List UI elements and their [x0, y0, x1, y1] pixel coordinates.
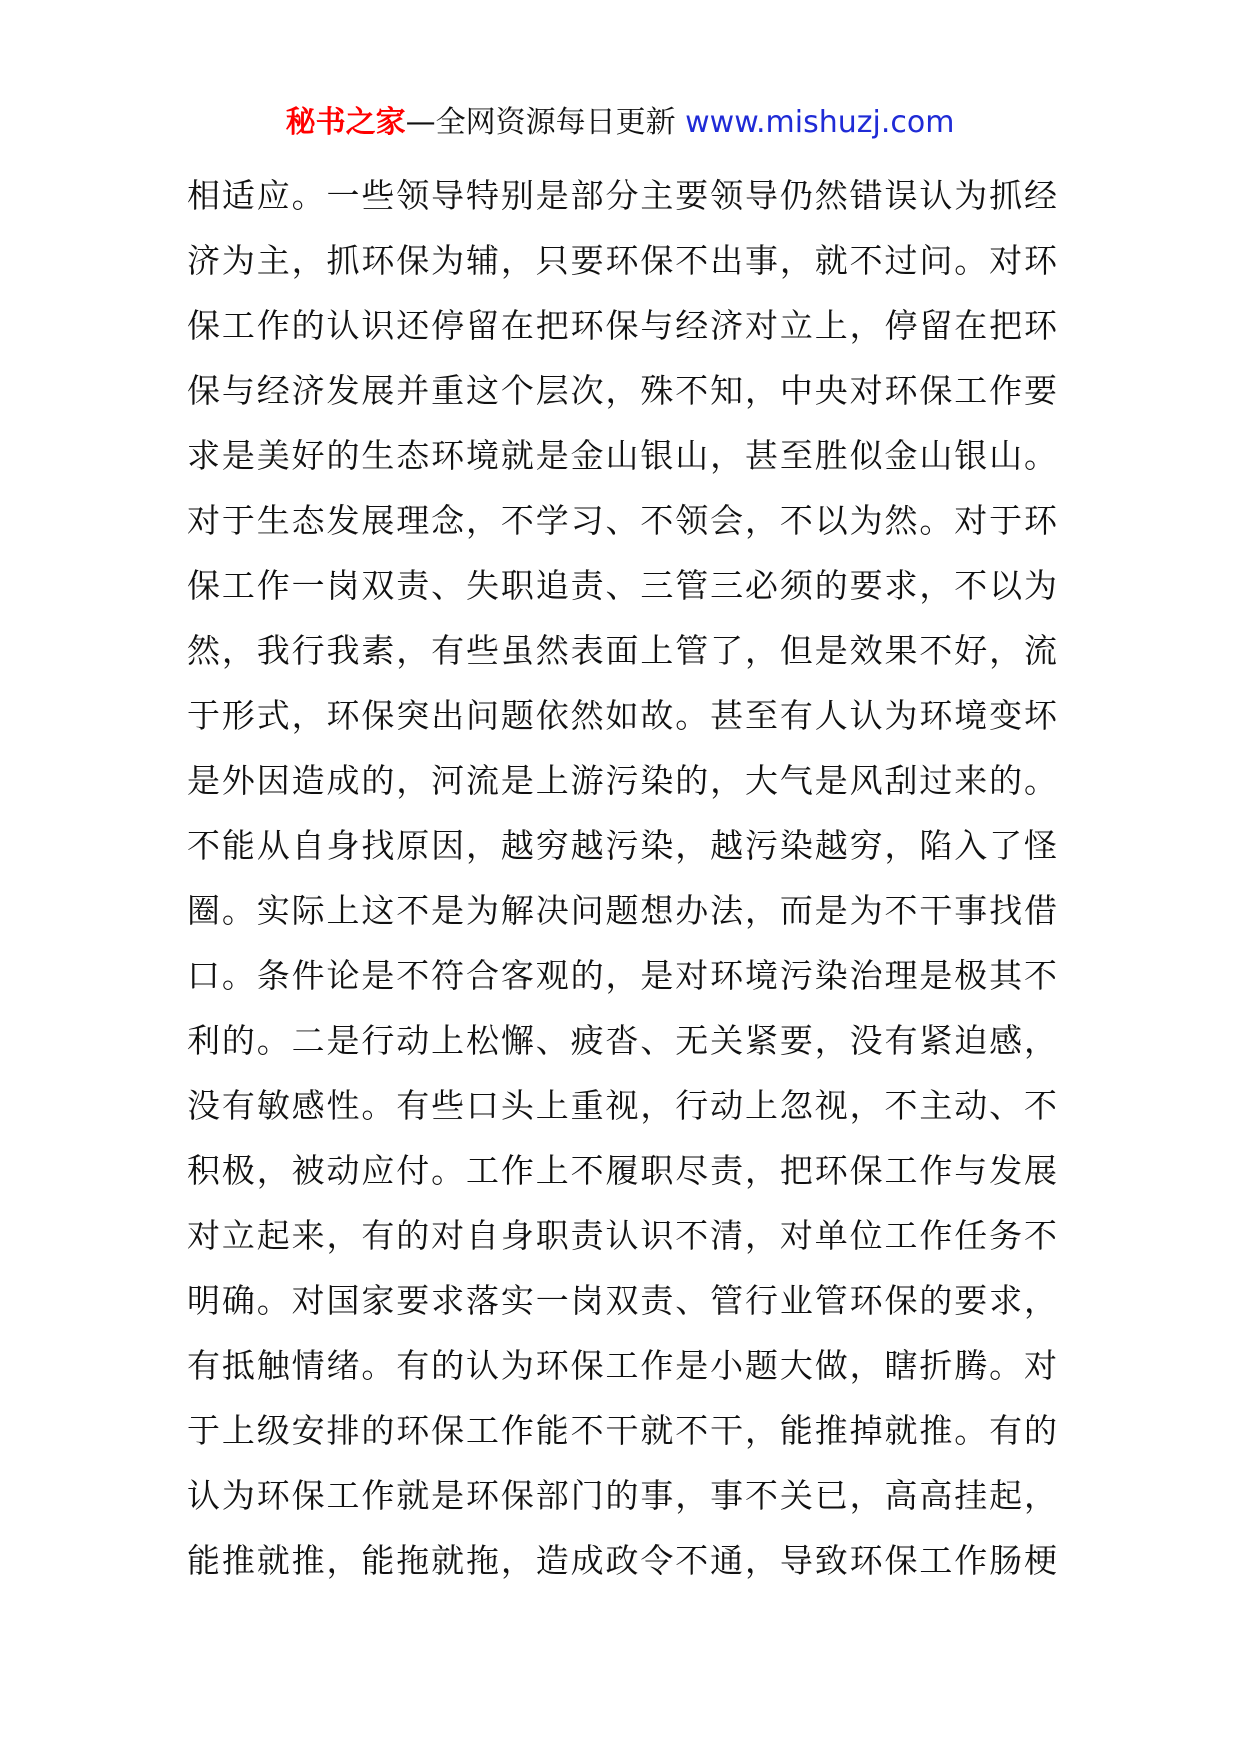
text-line: 口。条件论是不符合客观的，是对环境污染治理是极其不 [187, 956, 1057, 995]
text-line: 没有敏感性。有些口头上重视，行动上忽视，不主动、不 [187, 1086, 1057, 1125]
text-line: 利的。二是行动上松懈、疲沓、无关紧要，没有紧迫感， [187, 1021, 1057, 1060]
text-line: 有抵触情绪。有的认为环保工作是小题大做，瞎折腾。对 [187, 1346, 1057, 1385]
header-tagline: —全网资源每日更新 [405, 105, 676, 140]
text-line: 圈。实际上这不是为解决问题想办法，而是为不干事找借 [187, 891, 1057, 930]
body-text [187, 163, 1057, 1593]
page-header [0, 100, 1240, 146]
text-line: 然，我行我素，有些虽然表面上管了，但是效果不好，流 [187, 631, 1057, 670]
text-line: 保工作一岗双责、失职追责、三管三必须的要求，不以为 [187, 566, 1057, 605]
text-line: 不能从自身找原因，越穷越污染，越污染越穷，陷入了怪 [187, 826, 1057, 865]
text-line: 求是美好的生态环境就是金山银山，甚至胜似金山银山。 [187, 436, 1057, 475]
text-line: 相适应。一些领导特别是部分主要领导仍然错误认为抓经 [187, 176, 1057, 215]
text-line: 积极，被动应付。工作上不履职尽责，把环保工作与发展 [187, 1151, 1057, 1190]
text-line: 明确。对国家要求落实一岗双责、管行业管环保的要求， [187, 1281, 1057, 1320]
text-line: 对立起来，有的对自身职责认识不清，对单位工作任务不 [187, 1216, 1057, 1255]
text-line: 于上级安排的环保工作能不干就不干，能推掉就推。有的 [187, 1411, 1057, 1450]
text-line: 济为主，抓环保为辅，只要环保不出事，就不过问。对环 [187, 241, 1057, 280]
text-line: 认为环保工作就是环保部门的事，事不关已，高高挂起， [187, 1476, 1057, 1515]
text-line: 能推就推，能拖就拖，造成政令不通，导致环保工作肠梗 [187, 1541, 1057, 1580]
brand-name: 秘书之家 [285, 105, 406, 140]
site-url-link[interactable]: www.mishuzj.com [685, 105, 955, 140]
text-line: 保与经济发展并重这个层次，殊不知，中央对环保工作要 [187, 371, 1057, 410]
text-line: 于形式，环保突出问题依然如故。甚至有人认为环境变坏 [187, 696, 1057, 735]
text-line: 对于生态发展理念，不学习、不领会，不以为然。对于环 [187, 501, 1057, 540]
text-line: 保工作的认识还停留在把环保与经济对立上，停留在把环 [187, 306, 1057, 345]
text-line: 是外因造成的，河流是上游污染的，大气是风刮过来的。 [187, 761, 1057, 800]
